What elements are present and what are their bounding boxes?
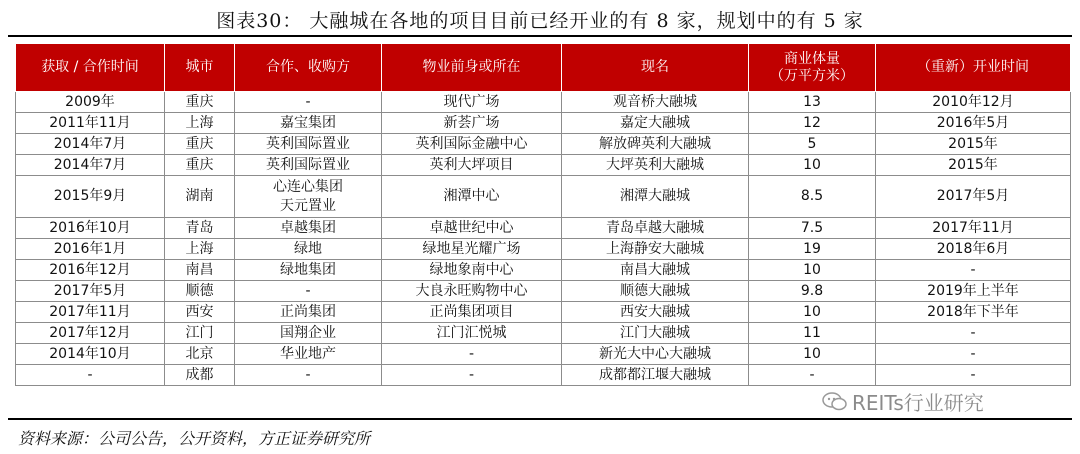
table-cell: 江门 [165,323,235,344]
table-cell: 英利国际金融中心 [382,134,562,155]
table-cell: 2011年11月 [16,113,165,134]
table-cell: - [382,365,562,386]
table-cell: 成都 [165,365,235,386]
table-cell: 卓越世纪中心 [382,218,562,239]
table-cell: 重庆 [165,134,235,155]
column-header: （重新）开业时间 [876,44,1071,92]
table-cell: 2014年7月 [16,134,165,155]
column-header: 现名 [562,44,749,92]
table-cell: 重庆 [165,155,235,176]
table-cell: 正尚集团 [235,302,382,323]
table-cell: 江门汇悦城 [382,323,562,344]
table-header-row [16,44,1071,92]
table-cell: 2010年12月 [876,92,1071,113]
table-cell: 2016年10月 [16,218,165,239]
table-cell: 绿地 [235,239,382,260]
table-cell: 10 [749,344,876,365]
top-rule [8,35,1072,37]
table-cell: 英利国际置业 [235,134,382,155]
table-cell: - [749,365,876,386]
table-cell: 顺德大融城 [562,281,749,302]
table-row [16,113,1071,134]
table-cell: 新光大中心大融城 [562,344,749,365]
table-cell: 2009年 [16,92,165,113]
wechat-icon [822,392,848,412]
table-row [16,218,1071,239]
table-cell: 2015年 [876,155,1071,176]
table-cell: 重庆 [165,92,235,113]
table-cell: 观音桥大融城 [562,92,749,113]
table-cell: 华业地产 [235,344,382,365]
table-cell: 英利国际置业 [235,155,382,176]
table-row [16,260,1071,281]
table-cell: 19 [749,239,876,260]
table-cell: 上海 [165,113,235,134]
table-cell: 绿地集团 [235,260,382,281]
table-cell: 10 [749,155,876,176]
table-cell: 2016年12月 [16,260,165,281]
table-cell: 卓越集团 [235,218,382,239]
table-cell: 2017年11月 [16,302,165,323]
table-row [16,155,1071,176]
table-cell: 绿地象南中心 [382,260,562,281]
table-cell: 西安大融城 [562,302,749,323]
table-cell: 上海静安大融城 [562,239,749,260]
table-cell: 2018年6月 [876,239,1071,260]
table-cell: 2018年下半年 [876,302,1071,323]
table-cell: - [876,344,1071,365]
column-header: 城市 [165,44,235,92]
table-cell: 湘潭中心 [382,176,562,218]
table-cell: 10 [749,260,876,281]
table-cell: - [235,281,382,302]
watermark [822,387,984,416]
page-title: 图表30： 大融城在各地的项目目前已经开业的有 8 家，规划中的有 5 家 [216,10,864,32]
table-cell: 现代广场 [382,92,562,113]
table-cell: 嘉定大融城 [562,113,749,134]
table-cell: 2017年11月 [876,218,1071,239]
column-header: 获取 / 合作时间 [16,44,165,92]
table-cell: 解放碑英利大融城 [562,134,749,155]
table-row [16,302,1071,323]
table-cell: 青岛 [165,218,235,239]
table-row [16,323,1071,344]
table-row [16,344,1071,365]
table-row [16,239,1071,260]
column-header: 商业体量 （万平方米） [749,44,876,92]
table-cell: - [235,92,382,113]
bottom-rule [8,418,1072,420]
table-cell: 2014年10月 [16,344,165,365]
table-cell: 湘潭大融城 [562,176,749,218]
table-row [16,365,1071,386]
table-row [16,134,1071,155]
table-cell: 南昌 [165,260,235,281]
table-cell: 8.5 [749,176,876,218]
table-cell: 上海 [165,239,235,260]
table-body [16,92,1071,386]
table-cell: 西安 [165,302,235,323]
table-cell: - [876,365,1071,386]
table-cell: 大良永旺购物中心 [382,281,562,302]
table-row [16,176,1071,218]
column-header: 合作、收购方 [235,44,382,92]
table-cell: 9.8 [749,281,876,302]
table-row [16,92,1071,113]
table-cell: 英利大坪项目 [382,155,562,176]
table-cell: 2016年1月 [16,239,165,260]
table-cell: 2017年5月 [876,176,1071,218]
table-cell: 2016年5月 [876,113,1071,134]
table-cell: 2015年9月 [16,176,165,218]
project-table [15,43,1071,386]
table-cell: 7.5 [749,218,876,239]
table-cell: 2015年 [876,134,1071,155]
watermark-text: REITs行业研究 [852,391,984,415]
table-cell: 江门大融城 [562,323,749,344]
table-cell: 嘉宝集团 [235,113,382,134]
table-cell: 顺德 [165,281,235,302]
table-cell: 北京 [165,344,235,365]
table-cell: 成都都江堰大融城 [562,365,749,386]
table-cell: 湖南 [165,176,235,218]
table-cell: 2014年7月 [16,155,165,176]
table-cell: - [876,323,1071,344]
table-cell: - [235,365,382,386]
table-cell: - [876,260,1071,281]
table-cell: 心连心集团 天元置业 [235,176,382,218]
table-cell: 2017年12月 [16,323,165,344]
table-cell: 青岛卓越大融城 [562,218,749,239]
table-cell: 国翔企业 [235,323,382,344]
table-cell: 5 [749,134,876,155]
table-cell: 南昌大融城 [562,260,749,281]
source-note: 资料来源：公司公告，公开资料，方正证券研究所 [18,429,371,448]
table-cell: 13 [749,92,876,113]
table-cell: - [16,365,165,386]
table-cell: - [382,344,562,365]
table-cell: 2019年上半年 [876,281,1071,302]
table-cell: 新荟广场 [382,113,562,134]
table-cell: 大坪英利大融城 [562,155,749,176]
table-row [16,281,1071,302]
table-cell: 2017年5月 [16,281,165,302]
table-cell: 正尚集团项目 [382,302,562,323]
table-cell: 绿地星光耀广场 [382,239,562,260]
column-header: 物业前身或所在 [382,44,562,92]
table-cell: 12 [749,113,876,134]
table-cell: 11 [749,323,876,344]
table-cell: 10 [749,302,876,323]
